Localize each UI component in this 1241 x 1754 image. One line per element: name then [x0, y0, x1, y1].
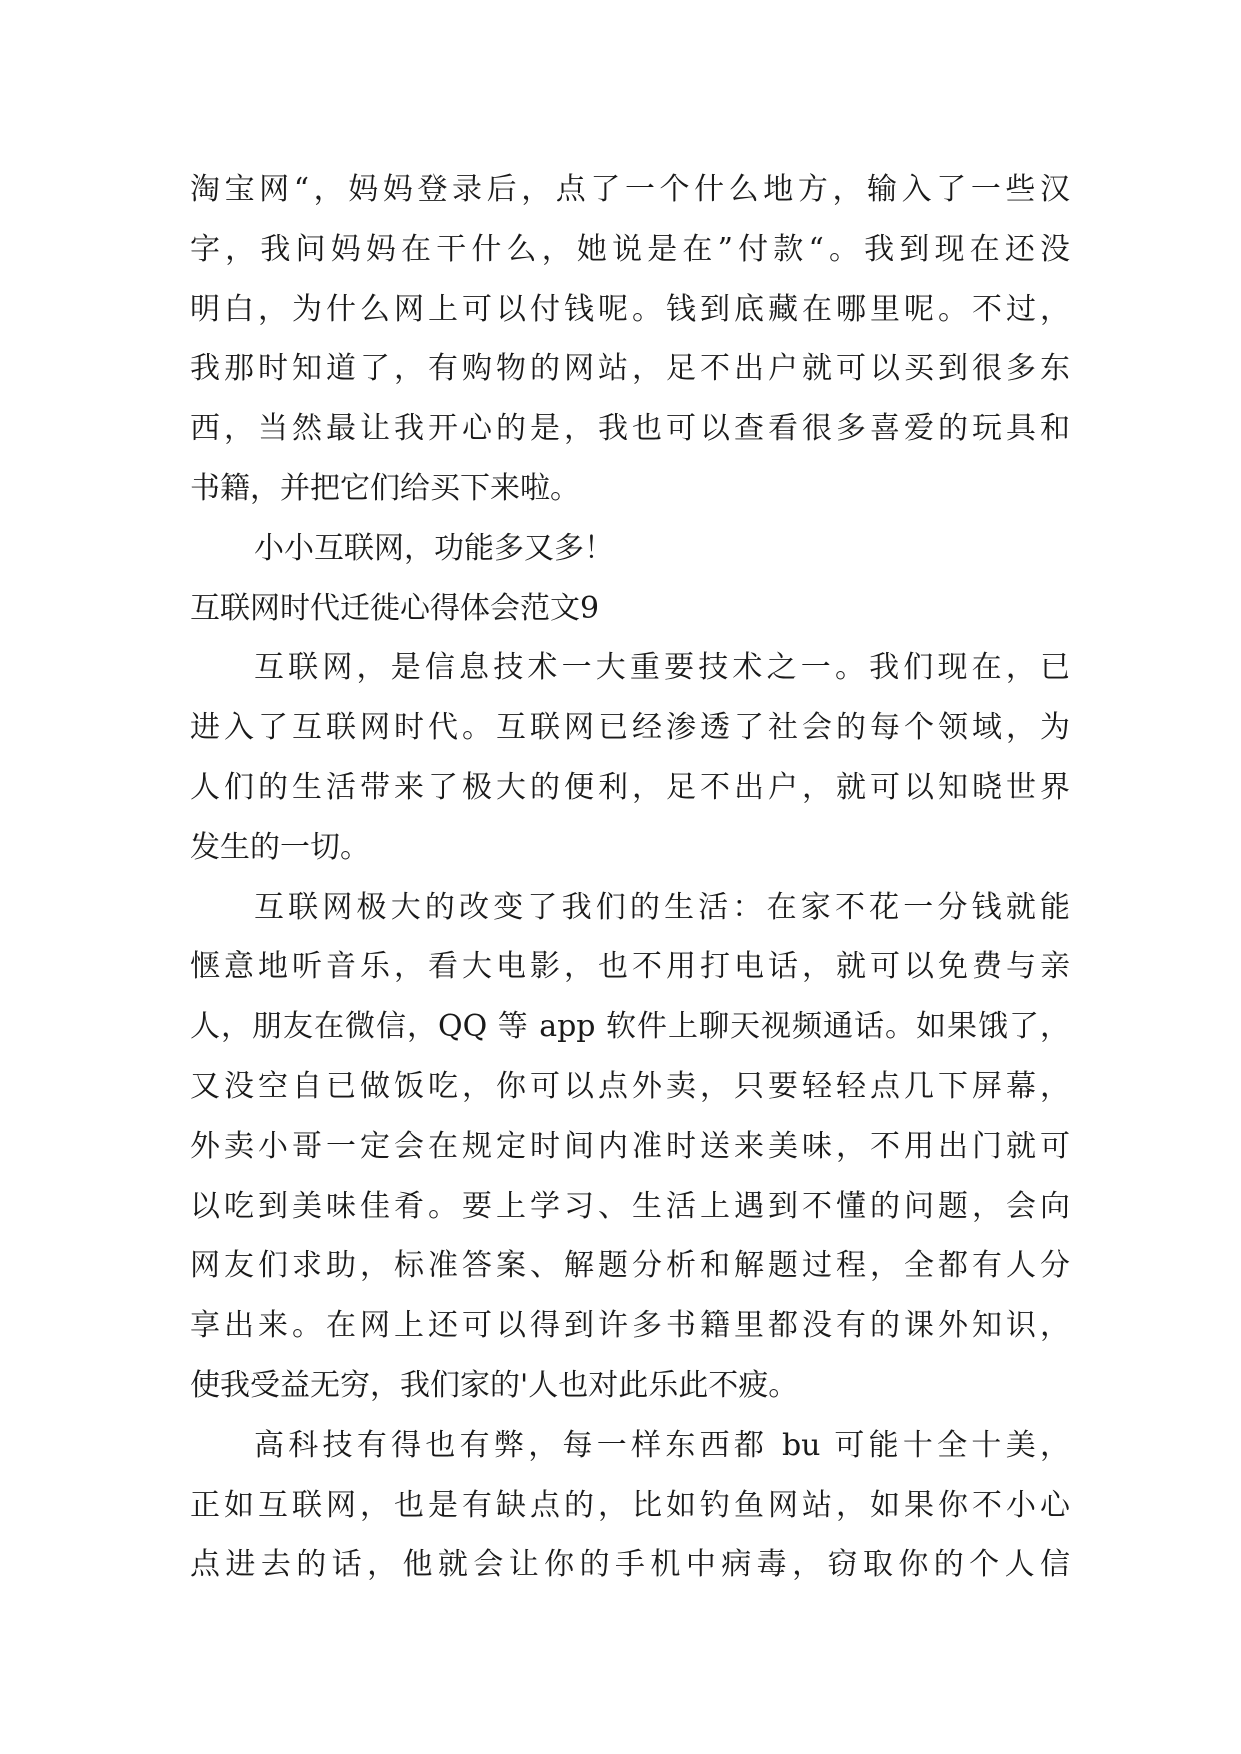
text-line: 惬意地听音乐，看大电影，也不用打电话，就可以免费与亲: [190, 949, 1070, 985]
text-line: 网友们求助，标准答案、解题分析和解题过程，全都有人分: [190, 1248, 1070, 1284]
text-line: 高科技有得也有弊，每一样东西都 bu 可能十全十美，: [254, 1427, 1070, 1463]
text-line: 互联网极大的改变了我们的生活：在家不花一分钱就能: [254, 889, 1070, 925]
text-line: 正如互联网，也是有缺点的，比如钓鱼网站，如果你不小心: [190, 1487, 1070, 1523]
text-line: 淘宝网“，妈妈登录后，点了一个什么地方，输入了一些汉: [190, 172, 1070, 207]
text-line: 字，我问妈妈在干什么，她说是在”付款“。我到现在还没: [190, 231, 1070, 267]
text-line: 书籍，并把它们给买下来啦。: [190, 470, 580, 506]
text-line: 享出来。在网上还可以得到许多书籍里都没有的课外知识，: [190, 1308, 1070, 1344]
text-line: 明白，为什么网上可以付钱呢。钱到底藏在哪里呢。不过，: [190, 291, 1070, 327]
text-line: 人，朋友在微信，QQ 等 app 软件上聊天视频通话。如果饿了，: [190, 1009, 1070, 1045]
body-text: [190, 160, 1070, 1595]
section-heading: 互联网时代迁徙心得体会范文9: [190, 590, 600, 626]
text-line: 发生的一切。: [190, 829, 370, 865]
text-line: 以吃到美味佳肴。要上学习、生活上遇到不懂的问题，会向: [190, 1188, 1070, 1224]
text-line: 外卖小哥一定会在规定时间内准时送来美味，不用出门就可: [190, 1128, 1070, 1164]
text-line: 使我受益无穷，我们家的'人也对此乐此不疲。: [190, 1367, 799, 1403]
text-line: 人们的生活带来了极大的便利，足不出户，就可以知晓世界: [190, 769, 1070, 805]
text-line: 小小互联网，功能多又多！: [254, 530, 614, 566]
text-line: 进入了互联网时代。互联网已经渗透了社会的每个领域，为: [190, 710, 1070, 746]
text-line: 互联网，是信息技术一大重要技术之一。我们现在，已: [254, 650, 1070, 686]
text-line: 西，当然最让我开心的是，我也可以查看很多喜爱的玩具和: [190, 411, 1070, 447]
text-line: 我那时知道了，有购物的网站，足不出户就可以买到很多东: [190, 351, 1070, 387]
text-line: 点进去的话，他就会让你的手机中病毒，窃取你的个人信: [190, 1547, 1070, 1583]
text-line: 又没空自已做饭吃，你可以点外卖，只要轻轻点几下屏幕，: [190, 1068, 1070, 1104]
